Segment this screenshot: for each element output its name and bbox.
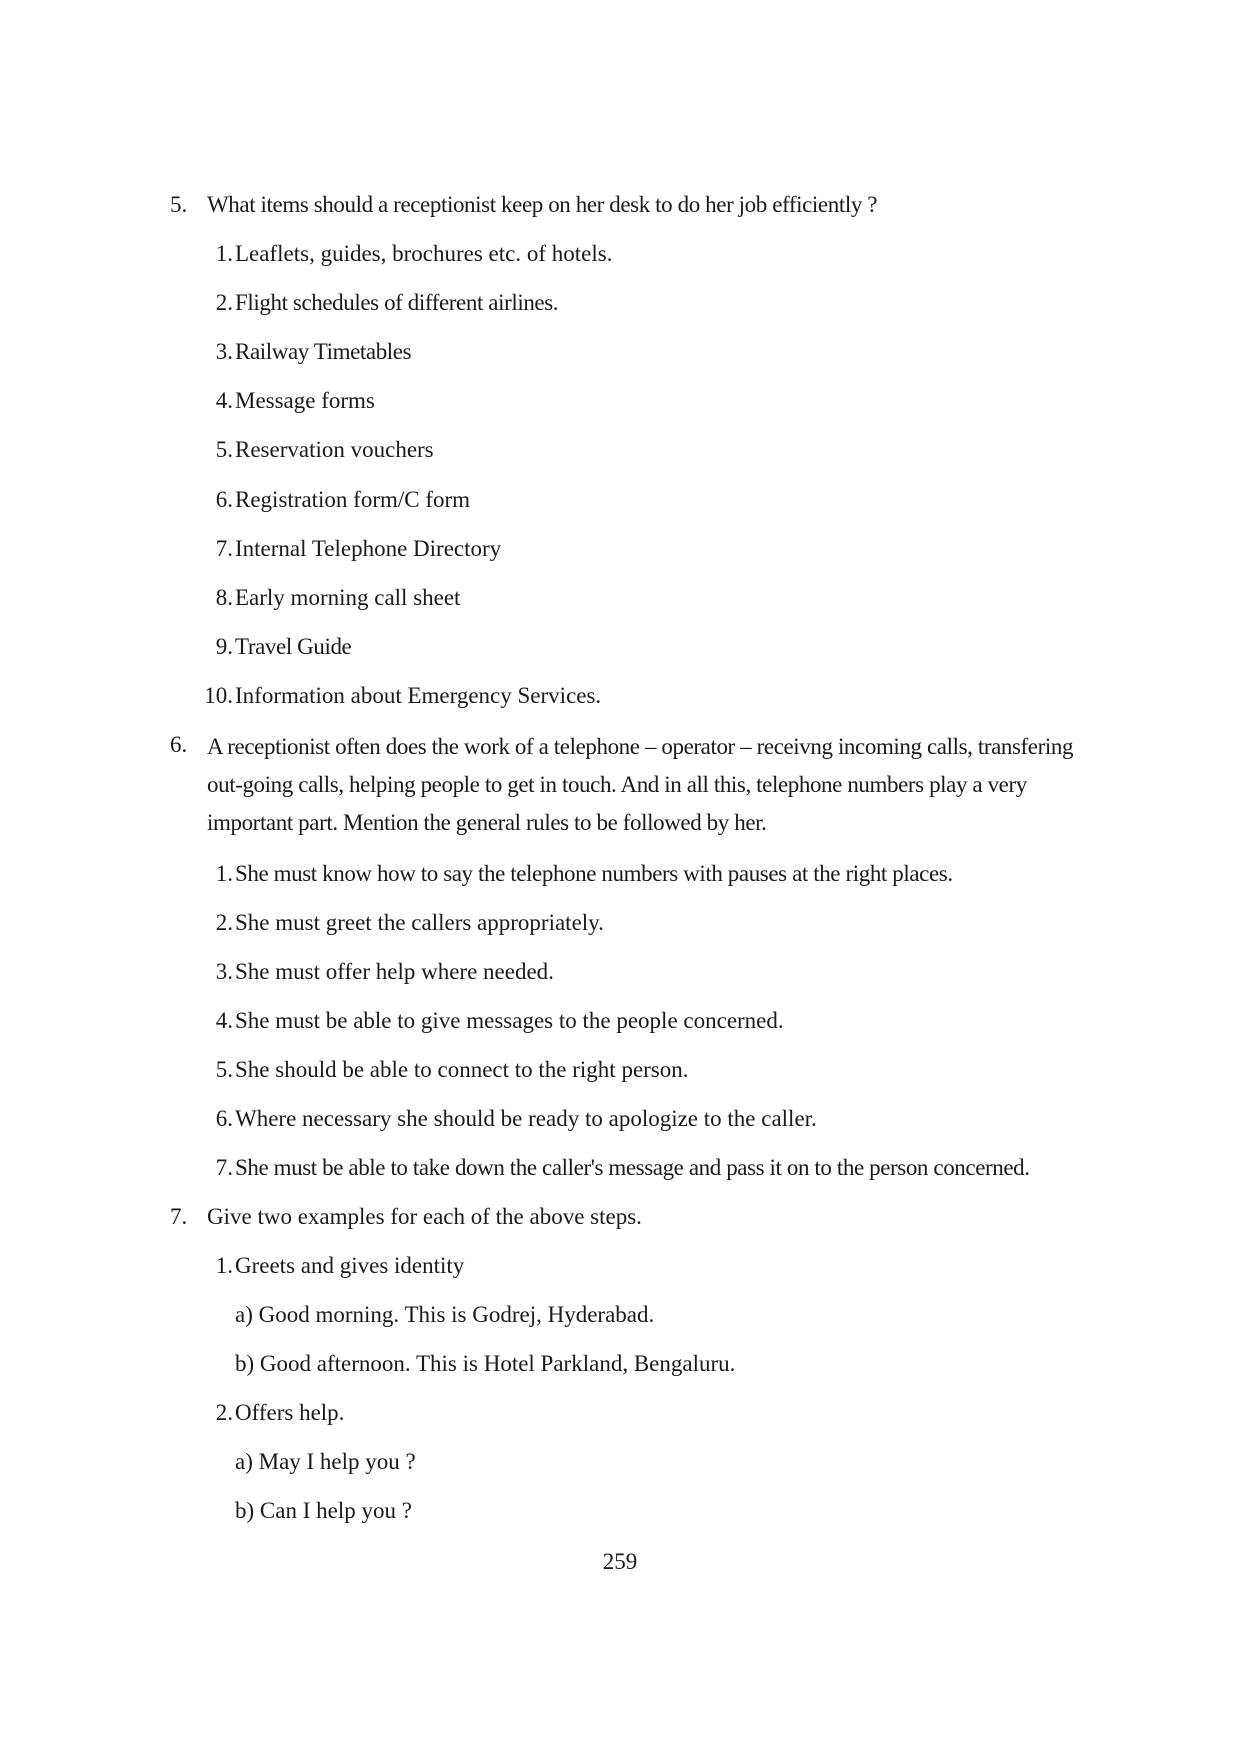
list-item: 2. Offers help. bbox=[215, 1400, 345, 1425]
list-item: 3. She must offer help where needed. bbox=[215, 959, 554, 984]
list-item: 1. Leaflets, guides, brochures etc. of hotels. bbox=[215, 241, 613, 266]
list-item: 6. Registration form/C form bbox=[215, 487, 471, 512]
question-text: A receptionist often does the work of a telephone – operator – receivng incoming calls, transfering out-going calls, helping people to get in touch. And in all this, telephone numbers play a very important part. Mention the general rules to be followed by her. bbox=[207, 734, 1074, 835]
question-5 bbox=[170, 188, 1105, 223]
list-item: 5. She should be able to connect to the right person. bbox=[215, 1057, 689, 1082]
list-item: 9. Travel Guide bbox=[215, 634, 352, 659]
list-item: 7. Internal Telephone Directory bbox=[215, 536, 502, 561]
list-item: 10. Information about Emergency Services. bbox=[204, 683, 602, 708]
page-number: 259 bbox=[602, 1549, 638, 1574]
list-item: 2. She must greet the callers appropriately. bbox=[215, 910, 604, 935]
list-item: 4. She must be able to give messages to the people concerned. bbox=[215, 1008, 784, 1033]
list-item: 1. She must know how to say the telephone numbers with pauses at the right places. bbox=[215, 861, 953, 886]
question-number: 5. bbox=[170, 192, 188, 217]
question-text: What items should a receptionist keep on her desk to do her job efficiently ? bbox=[207, 192, 878, 217]
sub-item: b) Can I help you ? bbox=[235, 1498, 412, 1523]
question-text: Give two examples for each of the above steps. bbox=[207, 1204, 642, 1229]
list-item: 8. Early morning call sheet bbox=[215, 585, 461, 610]
question-number: 6. bbox=[170, 732, 188, 757]
list-item: 5. Reservation vouchers bbox=[215, 437, 434, 462]
question-number: 7. bbox=[170, 1204, 188, 1229]
sub-item: a) Good morning. This is Godrej, Hyderabad. bbox=[235, 1302, 655, 1327]
list-item: 3. Railway Timetables bbox=[215, 339, 412, 364]
list-item: 7. She must be able to take down the caller's message and pass it on to the person concerned. bbox=[215, 1155, 1030, 1180]
sub-item: a) May I help you ? bbox=[235, 1449, 416, 1474]
sub-item: b) Good afternoon. This is Hotel Parkland, Bengaluru. bbox=[235, 1351, 736, 1376]
question-7 bbox=[170, 1200, 1105, 1235]
list-item: 1. Greets and gives identity bbox=[215, 1253, 465, 1278]
list-item: 4. Message forms bbox=[215, 388, 375, 413]
list-item: 2. Flight schedules of different airlines. bbox=[215, 290, 559, 315]
list-item: 6. Where necessary she should be ready to apologize to the caller. bbox=[215, 1106, 817, 1131]
question-6 bbox=[170, 728, 1105, 842]
